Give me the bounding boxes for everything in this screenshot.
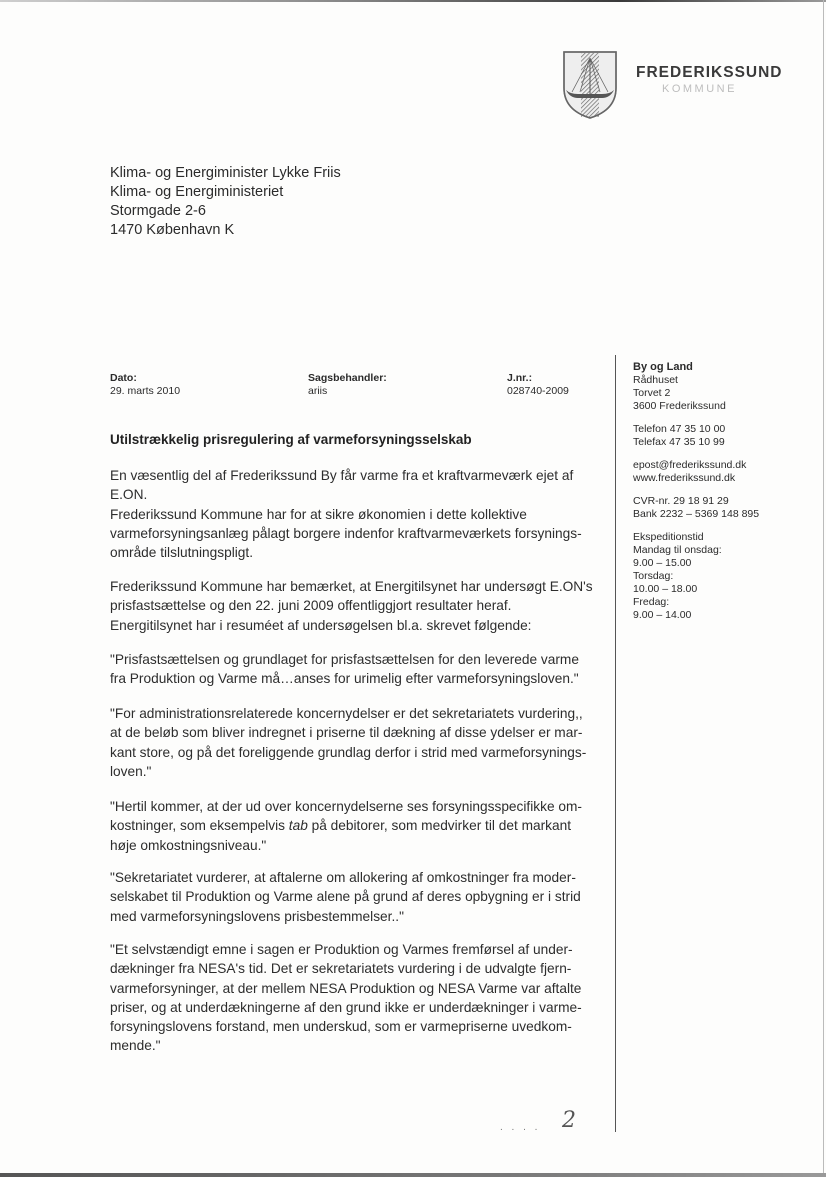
handler-value: ariis xyxy=(308,385,328,397)
meta-date xyxy=(110,372,180,398)
hours-line: 9.00 – 15.00 xyxy=(633,557,692,569)
recipient-address xyxy=(110,164,341,240)
recipient-line: 1470 København K xyxy=(110,222,235,238)
page-number: 2 xyxy=(562,1108,576,1133)
recipient-line: Klima- og Energiminister Lykke Friis xyxy=(110,165,341,181)
text-line: Frederikssund Kommune har bemærket, at Energitilsynet har undersøgt E.ON's xyxy=(110,579,593,594)
hours-line: 10.00 – 18.00 xyxy=(633,583,698,595)
text-line: kant store, og på det foreliggende grundlag derfor i strid med varmeforsynings- xyxy=(110,744,587,760)
hours-line: 9.00 – 14.00 xyxy=(633,609,692,621)
sidebar-divider xyxy=(615,355,616,1132)
paragraph-2 xyxy=(110,577,610,635)
date-label: Dato: xyxy=(110,372,137,384)
coat-of-arms-ship-icon xyxy=(560,48,620,120)
text-line: "Prisfastsættelsen og grundlaget for prisfastsættelsen for den leverede varme xyxy=(110,652,579,667)
handwritten-page-marker xyxy=(500,1108,600,1138)
sender-address xyxy=(633,361,759,413)
hours-line: Mandag til onsdag: xyxy=(633,544,722,556)
text-line: prisfastsættelse og den 22. juni 2009 offentliggjort resultater heraf. xyxy=(110,598,512,614)
letterhead-logo xyxy=(560,48,810,123)
letter-subject: Utilstrækkelig prisregulering af varmeforsyningsselskab xyxy=(110,432,472,447)
text-line: område tilslutningspligt. xyxy=(110,545,254,561)
cvr-number: CVR-nr. 29 18 91 29 xyxy=(633,495,729,507)
quote-3 xyxy=(110,797,610,855)
text-line: Frederikssund Kommune har for at sikre økonomien i dette kollektive xyxy=(110,506,527,522)
text-span: kostninger, som eksempelvis xyxy=(110,818,289,834)
recipient-line: Klima- og Energiministeriet xyxy=(110,184,284,200)
text-line: En væsentlig del af Frederikssund By får varme fra et kraftvarmeværk ejet af xyxy=(110,468,574,483)
meta-handler xyxy=(308,372,387,398)
text-line: Energitilsynet har i resuméet af undersøgelsen bl.a. skrevet følgende: xyxy=(110,617,532,633)
opening-hours xyxy=(633,531,759,622)
email-address: epost@frederikssund.dk xyxy=(633,459,747,471)
sender-sidebar xyxy=(633,361,759,632)
page-dots: . . . . xyxy=(500,1122,541,1133)
address-line: 3600 Frederikssund xyxy=(633,400,726,412)
quote-5 xyxy=(110,940,610,1056)
text-line: varmeforsyningsanlæg pålagt borgere indenfor kraftvarmeværkets forsynings- xyxy=(110,525,582,541)
address-line: Torvet 2 xyxy=(633,387,671,399)
text-line: at de beløb som bliver indregnet i priserne til dækning af disse ydelser er mar- xyxy=(110,725,583,741)
meta-journal-number xyxy=(507,372,569,398)
scan-right-edge xyxy=(823,0,824,1177)
municipality-name: FREDERIKSSUND xyxy=(636,64,783,81)
website-address: www.frederikssund.dk xyxy=(633,472,736,484)
text-line: varmeforsyninger, at der mellem NESA Produktion og NESA Varme var aftalte xyxy=(110,980,582,996)
recipient-line: Stormgade 2-6 xyxy=(110,203,206,219)
text-line: dækninger fra NESA's tid. Det er sekretariatets vurdering i de udvalgte fjern- xyxy=(110,961,572,977)
hours-line: Ekspeditionstid xyxy=(633,531,704,543)
department-name: By og Land xyxy=(633,361,693,373)
jnr-value: 028740-2009 xyxy=(507,385,569,397)
hours-line: Torsdag: xyxy=(633,570,674,582)
text-line: "Hertil kommer, at der ud over koncernydelserne ses forsyningsspecifikke om- xyxy=(110,799,582,814)
sender-ids xyxy=(633,495,759,521)
bank-account: Bank 2232 – 5369 148 895 xyxy=(633,508,760,520)
text-line: E.ON. xyxy=(110,487,148,503)
text-line: "Et selvstændigt emne i sagen er Produktion og Varmes fremførsel af under- xyxy=(110,942,573,957)
emphasis-text: tab xyxy=(288,818,308,834)
text-span: på debitorer, som medvirker til det markant xyxy=(307,818,572,834)
sender-phone xyxy=(633,423,759,449)
handler-label: Sagsbehandler: xyxy=(308,372,387,384)
text-line: "For administrationsrelaterede koncernydelser er det sekretariatets vurdering,, xyxy=(110,706,583,721)
text-line: med varmeforsyningslovens prisbestemmelser.." xyxy=(110,908,404,924)
text-line: fra Produktion og Varme må…anses for urimelig efter varmeforsyningsloven." xyxy=(110,671,579,687)
text-line: "Sekretariatet vurderer, at aftalerne om allokering af omkostninger fra moder- xyxy=(110,870,576,885)
text-line: selskabet til Produktion og Varme alene på grund af deres opbygning er i strid xyxy=(110,889,581,905)
text-line: loven." xyxy=(110,763,152,779)
municipality-subname: KOMMUNE xyxy=(662,83,737,95)
quote-4 xyxy=(110,868,610,926)
sender-web xyxy=(633,459,759,485)
jnr-label: J.nr.: xyxy=(507,372,533,384)
address-line: Rådhuset xyxy=(633,374,678,386)
scan-bottom-edge xyxy=(0,1173,826,1177)
phone-line: Telefon 47 35 10 00 xyxy=(633,423,726,435)
text-line: mende." xyxy=(110,1038,161,1054)
quote-1 xyxy=(110,650,610,689)
scan-top-edge xyxy=(0,0,826,2)
text-line xyxy=(110,816,610,835)
quote-2 xyxy=(110,704,610,781)
fax-line: Telefax 47 35 10 99 xyxy=(633,436,725,448)
text-line: priser, og at underdækningerne af den grund ikke er underdækninger i varme- xyxy=(110,999,582,1015)
date-value: 29. marts 2010 xyxy=(110,385,181,397)
text-line: forsyningslovens forstand, men underskud, som er varmepriserne uvedkom- xyxy=(110,1019,572,1035)
hours-line: Fredag: xyxy=(633,596,670,608)
paragraph-1 xyxy=(110,466,610,562)
text-line: høje omkostningsniveau." xyxy=(110,837,267,853)
